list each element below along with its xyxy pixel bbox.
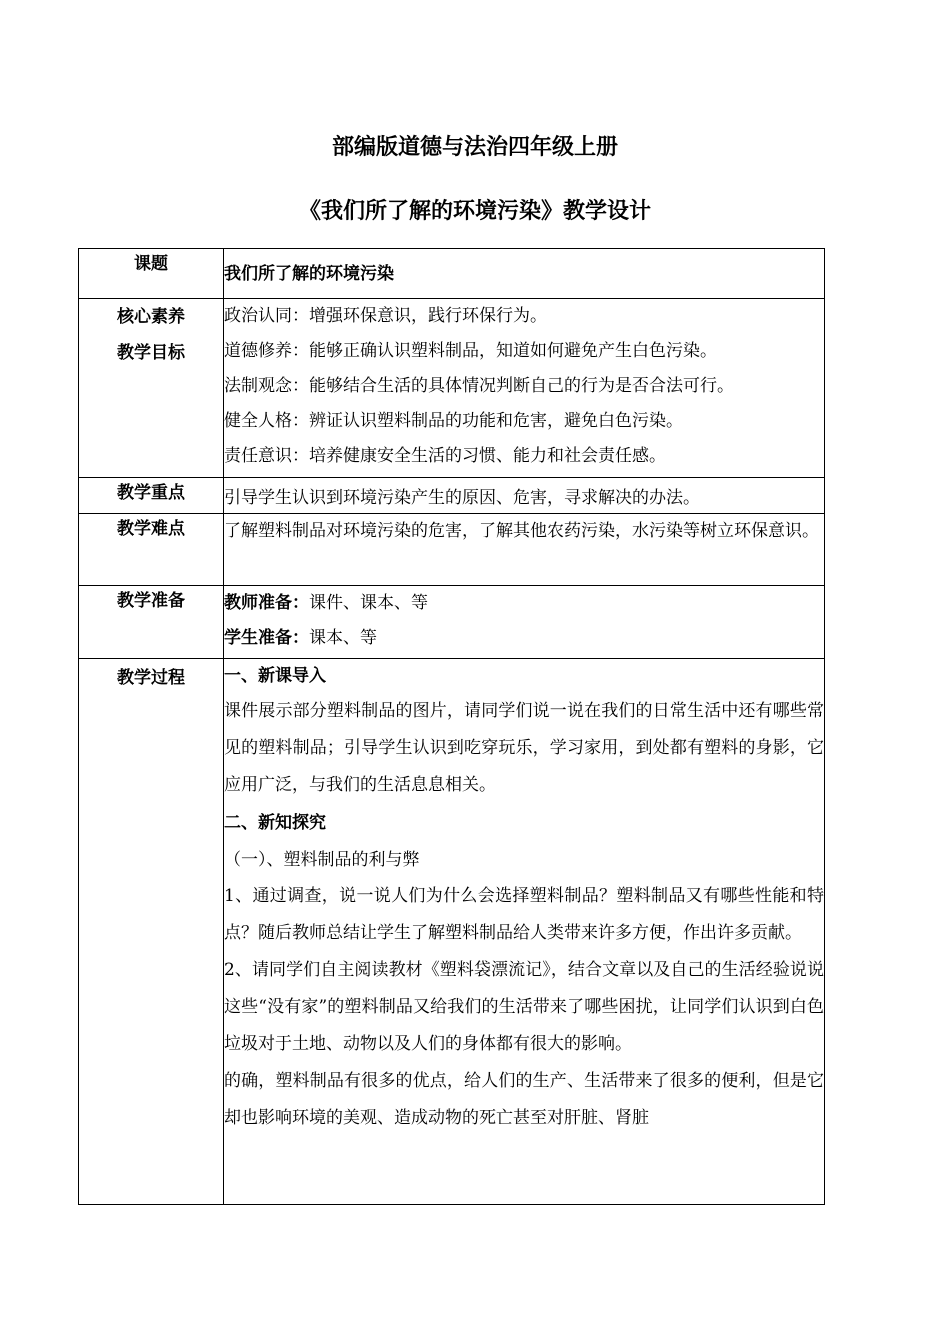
teacher-preparation bbox=[224, 586, 824, 621]
objectives-list bbox=[224, 299, 825, 478]
page-subtitle: 《我们所了解的环境污染》教学设计 bbox=[298, 199, 651, 224]
teacher-preparation-value: 课件、课本、等 bbox=[309, 593, 428, 613]
section-1-text: 课件展示部分塑料制品的图片，请同学们说一说在我们的日常生活中还有哪些常见的塑料制品；引导学生认识到吃穿玩乐，学习家用，到处都有塑料的身影，它应用广泛，与我们的生活息息相关。 bbox=[224, 701, 824, 795]
preparation-value bbox=[224, 586, 825, 659]
paragraph-2: 2、请同学们自主阅读教材《塑料袋漂流记》，结合文章以及自己的生活经验说说这些“没有家”的塑料制品又给我们的生活带来了哪些困扰，让同学们认识到白色垃圾对于土地、动物以及人们的身体都有很大的影响。 bbox=[224, 960, 824, 1054]
objective-item: 道德修养：能够正确认识塑料制品，知道如何避免产生白色污染。 bbox=[224, 341, 717, 361]
paragraph-1: 1、通过调查，说一说人们为什么会选择塑料制品？塑料制品又有哪些性能和特点？随后教师总结让学生了解塑料制品给人类带来许多方便，作出许多贡献。 bbox=[224, 886, 824, 943]
table-row-topic bbox=[79, 249, 825, 299]
preparation-label: 教学准备 bbox=[79, 586, 224, 659]
table-row-key-points bbox=[79, 478, 825, 514]
objectives-label bbox=[79, 299, 224, 478]
difficulties-label: 教学难点 bbox=[79, 514, 224, 586]
objectives-label-line2: 教学目标 bbox=[117, 343, 185, 363]
table-row-preparation bbox=[79, 586, 825, 659]
difficulties-value: 了解塑料制品对环境污染的危害，了解其他农药污染，水污染等树立环保意识。 bbox=[224, 514, 825, 586]
key-points-label: 教学重点 bbox=[79, 478, 224, 514]
student-preparation-value: 课本、等 bbox=[309, 628, 377, 648]
objectives-label-line1: 核心素养 bbox=[117, 307, 185, 327]
topic-value: 我们所了解的环境污染 bbox=[224, 249, 825, 299]
student-preparation-label: 学生准备： bbox=[224, 628, 309, 648]
page-title: 部编版道德与法治四年级上册 bbox=[331, 135, 618, 160]
key-points-value: 引导学生认识到环境污染产生的原因、危害，寻求解决的办法。 bbox=[224, 478, 825, 514]
process-content bbox=[224, 659, 825, 1205]
section-2-title: 二、新知探究 bbox=[224, 813, 326, 833]
table-row-objectives bbox=[79, 299, 825, 478]
teacher-preparation-label: 教师准备： bbox=[224, 593, 309, 613]
process-label: 教学过程 bbox=[79, 659, 224, 1205]
objective-item: 健全人格：辨证认识塑料制品的功能和危害，避免白色污染。 bbox=[224, 411, 683, 431]
paragraph-3: 的确，塑料制品有很多的优点，给人们的生产、生活带来了很多的便利，但是它却也影响环境的美观、造成动物的死亡甚至对肝脏、肾脏 bbox=[224, 1071, 824, 1128]
objective-item: 法制观念：能够结合生活的具体情况判断自己的行为是否合法可行。 bbox=[224, 376, 734, 396]
objective-item: 责任意识：培养健康安全生活的习惯、能力和社会责任感。 bbox=[224, 446, 666, 466]
subsection-1-title: （一）、塑料制品的利与弊 bbox=[224, 850, 420, 870]
table-row-difficulties bbox=[79, 514, 825, 586]
objective-item: 政治认同：增强环保意识，践行环保行为。 bbox=[224, 306, 547, 326]
student-preparation bbox=[224, 621, 824, 656]
section-1-title: 一、新课导入 bbox=[224, 666, 326, 686]
topic-label: 课题 bbox=[79, 249, 224, 299]
lesson-plan-table bbox=[78, 248, 825, 1205]
table-row-process bbox=[79, 659, 825, 1205]
